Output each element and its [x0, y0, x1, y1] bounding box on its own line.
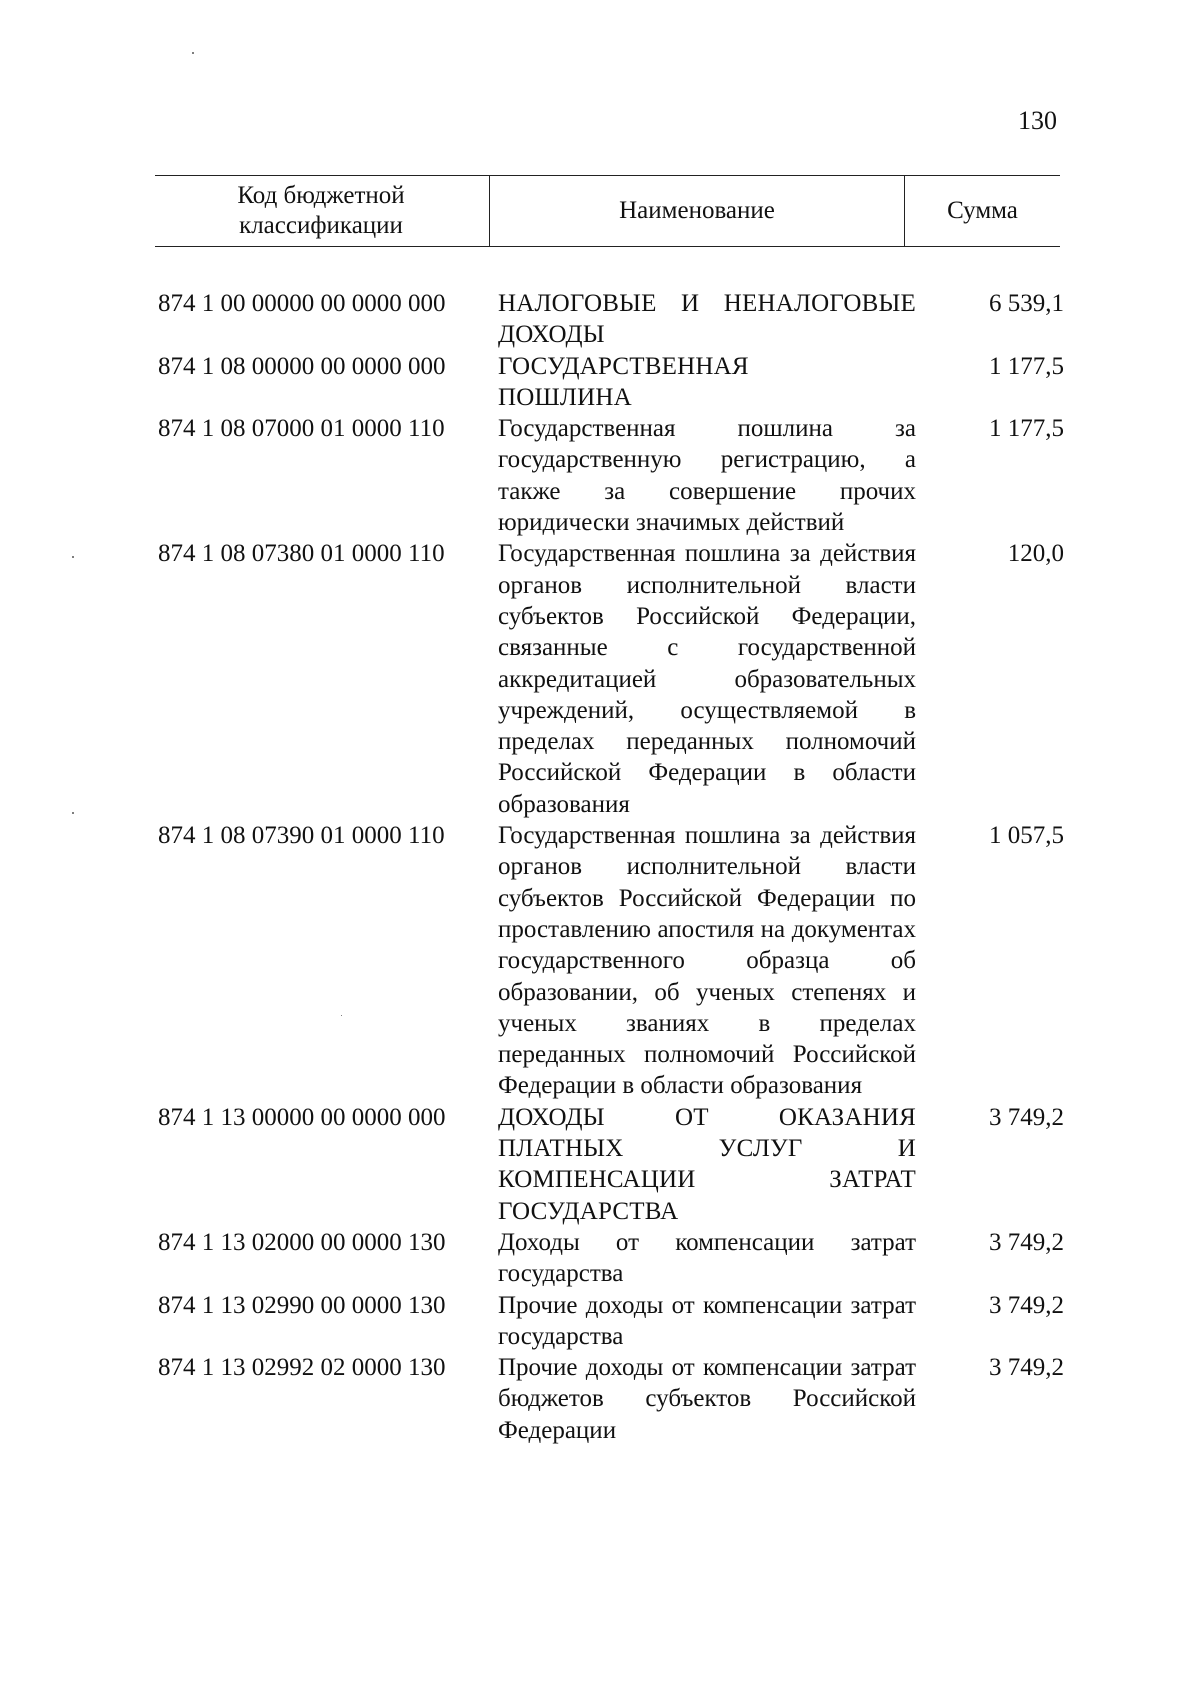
table-row [158, 538, 1068, 820]
row-code: 874 1 13 02000 00 0000 130 [158, 1228, 446, 1256]
row-sum: 1 177,5 [989, 415, 1064, 443]
row-name: Государственная пошлина за действия органов исполнительной власти субъектов Российской Федерации, связанные с государственной аккредитацией образовательных учреждений, осуществляемой в пределах переданных полномочий Российской Федерации в области образования [498, 540, 916, 818]
row-name: Государственная пошлина за государственную регистрацию, а также за совершение прочих юридически значимых действий [498, 415, 916, 537]
row-sum: 120,0 [1007, 540, 1064, 568]
row-name: ГОСУДАРСТВЕННАЯ ПОШЛИНА [498, 352, 749, 411]
row-code: 874 1 08 07390 01 0000 110 [158, 822, 445, 850]
row-code: 874 1 08 07380 01 0000 110 [158, 540, 445, 568]
table-row [158, 413, 1068, 538]
table-row [158, 820, 1068, 1102]
row-code: 874 1 08 00000 00 0000 000 [158, 352, 446, 380]
table-row [158, 288, 1068, 351]
row-name: ДОХОДЫ ОТ ОКАЗАНИЯ ПЛАТНЫХ УСЛУГ И КОМПЕНСАЦИИ ЗАТРАТ ГОСУДАРСТВА [498, 1103, 916, 1225]
row-name: Прочие доходы от компенсации затрат государства [498, 1291, 916, 1350]
header-code: Код бюджетной классификации [237, 182, 405, 239]
row-sum: 3 749,2 [989, 1354, 1064, 1382]
row-sum: 1 177,5 [989, 352, 1064, 380]
table-row [158, 351, 1068, 414]
row-sum: 3 749,2 [989, 1291, 1064, 1319]
header-sum: Сумма [947, 197, 1018, 224]
row-name: Государственная пошлина за действия органов исполнительной власти субъектов Российской Федерации по проставлению апостиля на документах государственного образца об образовании, об ученых степенях и ученых званиях в пределах переданных полномочий Российской Федерации в области образования [498, 822, 916, 1100]
table-header [155, 175, 1060, 247]
row-sum: 3 749,2 [989, 1228, 1064, 1256]
row-name: НАЛОГОВЫЕ И НЕНАЛОГОВЫЕ ДОХОДЫ [498, 290, 916, 349]
table-body [158, 288, 1068, 1446]
row-code: 874 1 13 00000 00 0000 000 [158, 1103, 446, 1131]
row-name: Доходы от компенсации затрат государства [498, 1228, 916, 1288]
table-row [158, 1102, 1068, 1227]
page-number: 130 [1018, 106, 1057, 135]
table-row [158, 1352, 1068, 1446]
row-sum: 1 057,5 [989, 822, 1064, 850]
row-code: 874 1 08 07000 01 0000 110 [158, 415, 445, 443]
row-code: 874 1 00 00000 00 0000 000 [158, 290, 446, 317]
row-code: 874 1 13 02992 02 0000 130 [158, 1354, 446, 1382]
table-row [158, 1290, 1068, 1353]
header-name: Наименование [489, 176, 905, 246]
table-row [158, 1227, 1068, 1290]
row-sum: 3 749,2 [989, 1103, 1064, 1131]
row-name: Прочие доходы от компенсации затрат бюджетов субъектов Российской Федерации [498, 1354, 916, 1444]
row-sum: 6 539,1 [989, 290, 1064, 317]
row-code: 874 1 13 02990 00 0000 130 [158, 1291, 446, 1319]
